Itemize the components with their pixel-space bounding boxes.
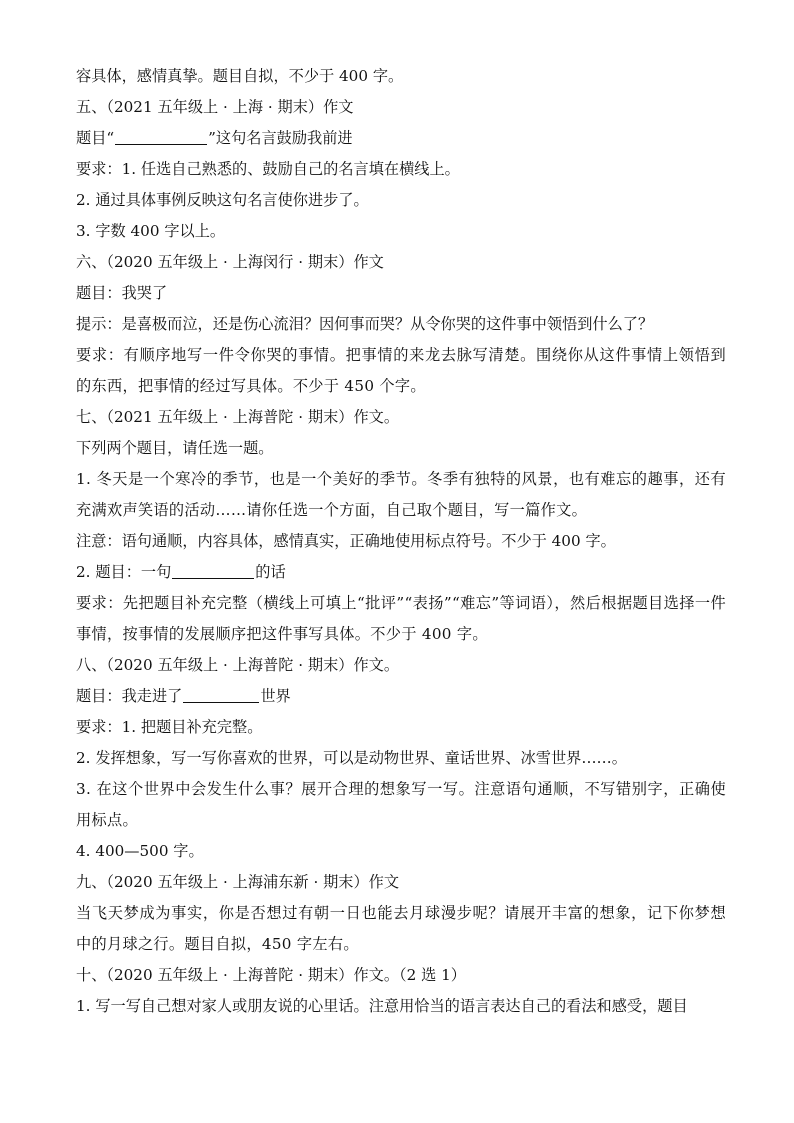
section-heading-7: 七、（2021 五年级上 · 上海普陀 · 期末）作文。: [76, 408, 400, 426]
title-with-blank: [76, 123, 726, 154]
document-page: [76, 61, 726, 1022]
section-heading-10: 十、（2020 五年级上 · 上海普陀 · 期末）作文。（2 选 1）: [76, 966, 466, 984]
title-with-blank: [76, 557, 726, 588]
requirement: 3. 在这个世界中会发生什么事？展开合理的想象写一写。注意语句通顺，不写错别字，正确使用标点。: [76, 780, 726, 829]
section-heading-5: 五、（2021 五年级上 · 上海 · 期末）作文: [76, 98, 354, 116]
requirement: 要求：先把题目补充完整（横线上可填上“批评”“表扬”“难忘”等词语），然后根据题目选择一件事情，按事情的发展顺序把这件事写具体。不少于 400 字。: [76, 594, 726, 643]
hint: 提示：是喜极而泣，还是伤心流泪？因何事而哭？从令你哭的这件事中领悟到什么了？: [76, 315, 654, 333]
option-1: 1. 写一写自己想对家人或朋友说的心里话。注意用恰当的语言表达自己的看法和感受，题目: [76, 997, 688, 1015]
fill-in-blank: [183, 686, 259, 703]
option-1: 1. 冬天是一个寒冷的季节，也是一个美好的季节。冬季有独特的风景，也有难忘的趣事，还有充满欢声笑语的活动……请你任选一个方面，自己取个题目，写一篇作文。: [76, 470, 726, 519]
requirement: 要求：1. 把题目补充完整。: [76, 718, 263, 736]
requirement: 3. 字数 400 字以上。: [76, 222, 226, 240]
text-fragment: 世界: [260, 687, 291, 705]
requirement: 2. 发挥想象，写一写你喜欢的世界，可以是动物世界、童话世界、冰雪世界……。: [76, 749, 627, 767]
paragraph: 容具体，感情真挚。题目自拟，不少于 400 字。: [76, 67, 404, 85]
fill-in-blank: [172, 562, 254, 579]
text-fragment: 的话: [255, 563, 286, 581]
requirement: 2. 通过具体事例反映这句名言使你进步了。: [76, 191, 369, 209]
title-with-blank: [76, 681, 726, 712]
prompt: 当飞天梦成为事实，你是否想过有朝一日也能去月球漫步呢？请展开丰富的想象，记下你梦想中的月球之行。题目自拟，450 字左右。: [76, 904, 726, 953]
requirement: 要求：有顺序地写一件令你哭的事情。把事情的来龙去脉写清楚。围绕你从这件事情上领悟到的东西，把事情的经过写具体。不少于 450 个字。: [76, 346, 726, 395]
requirement: 4. 400—500 字。: [76, 842, 204, 860]
essay-title: 题目：我哭了: [76, 284, 168, 302]
instruction: 下列两个题目，请任选一题。: [76, 439, 274, 457]
section-heading-9: 九、（2020 五年级上 · 上海浦东新 · 期末）作文: [76, 873, 400, 891]
text-fragment: 2. 题目：一句: [76, 563, 172, 581]
section-heading-6: 六、（2020 五年级上 · 上海闵行 · 期末）作文: [76, 253, 384, 271]
section-heading-8: 八、（2020 五年级上 · 上海普陀 · 期末）作文。: [76, 656, 400, 674]
note: 注意：语句通顺，内容具体，感情真实，正确地使用标点符号。不少于 400 字。: [76, 532, 616, 550]
requirement: 要求：1. 任选自己熟悉的、鼓励自己的名言填在横线上。: [76, 160, 460, 178]
text-fragment: ”这句名言鼓励我前进: [208, 129, 353, 147]
fill-in-blank: [115, 128, 207, 145]
text-fragment: 题目：我走进了: [76, 687, 183, 705]
text-fragment: 题目“: [76, 129, 115, 147]
